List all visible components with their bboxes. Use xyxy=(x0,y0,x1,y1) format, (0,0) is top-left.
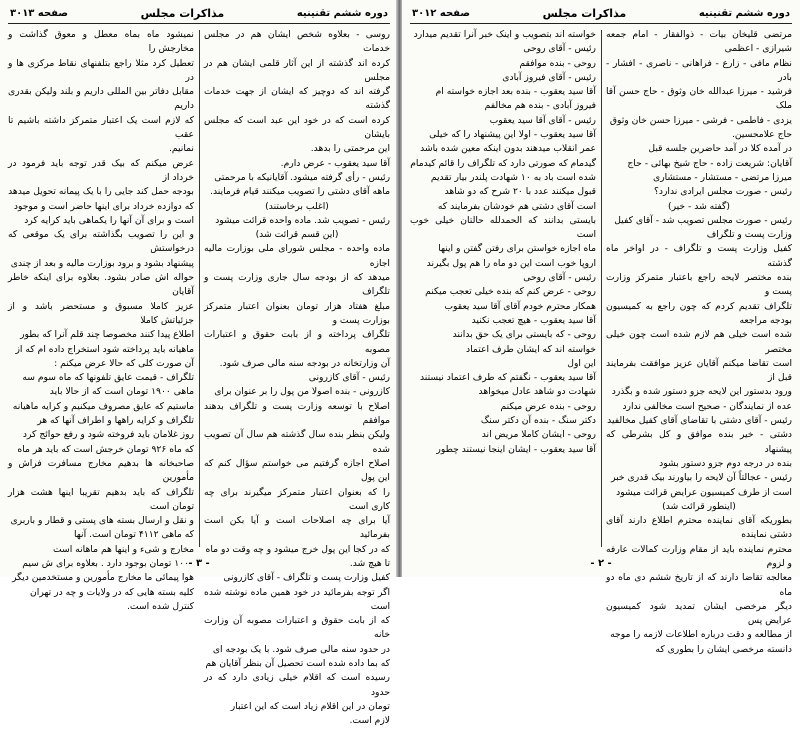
text-line: در حدود سنه مالی صرف شود. با یک بودجه ای xyxy=(212,643,390,655)
text-line: رئیس - آقای روحی xyxy=(523,272,596,284)
text-line: بطوریکه آقای نماینده محترم اطلاع دارند آقای دشتی نماینده xyxy=(606,515,792,541)
text-line: که دوازده خرداد برای اینها حاضر است و موجود xyxy=(13,200,194,212)
text-line: ماهی ۱۹۰۰ تومان است که از حالا باید xyxy=(49,386,194,398)
text-line: است آقای دشتی هم خودشان بفرمایند که xyxy=(437,200,596,212)
page-footer-number: - ۲ - xyxy=(590,558,612,569)
text-line: تا هیچ شد. xyxy=(349,557,390,569)
text-line: میدهد که از بودجه سال جاری وزارت پست و تلگراف xyxy=(204,272,390,298)
text-line: کرده است که در خود این عبد است که مجلس بایشان xyxy=(204,114,390,141)
text-line: کلیه بسته هایی که در ولایات و چه در تهران xyxy=(30,586,194,598)
text-line: آقا سید یعقوب - اولا این پیشنهاد را که خیلی xyxy=(429,129,596,141)
header-rule xyxy=(410,23,792,24)
text-line: ماه اجازه خواستن برای رفتن گفتن و اینها xyxy=(438,243,596,255)
text-line: کازرونی - بنده اصولا من پول را بر عنوان برای xyxy=(214,386,390,398)
text-line: که ماهی ۴۱۱۲ تومان است. آنها xyxy=(74,529,194,541)
text-line: ماده واحده - مجلس شورای ملی بوزارت مالیه اجازه xyxy=(204,243,390,269)
text-line: مقابل دفاتر بین المللی داریم و بلند ولیکن بقدری داریم xyxy=(8,86,194,112)
page-title: مذاکرات مجلس xyxy=(140,6,225,20)
text-line: محترم نماینده باید از مقام وزارت کمالات عارفه و لزوم xyxy=(606,543,792,569)
column-divider xyxy=(601,30,602,547)
page-footer-number: - ۳ - xyxy=(188,558,210,569)
text-line: روحی - ایشان کاملا مریض اند xyxy=(481,429,596,441)
text-line: گیدمام که صورتی دارد که تلگراف را قائم کیدمام xyxy=(410,157,596,169)
text-line: اصلاح با توسعه وزارت پست و تلگراف بدهند موافقم xyxy=(204,400,390,427)
text-line: دیگر مرخصی ایشان تمدید شود کمیسیون عرایض پس xyxy=(606,600,792,627)
text-line: شده است باد به ۱۰ شهادت پلندر بیار تقدیم xyxy=(430,171,596,183)
page-title: مذاکرات مجلس xyxy=(542,6,627,20)
right-page-header xyxy=(412,5,790,21)
text-line: (گفته شد - خیر) xyxy=(667,200,730,212)
text-line: دکتر سنگ - بنده آن دکتر سنگ xyxy=(480,415,596,427)
text-line: دانسته مرخصی ایشان را بطوری که xyxy=(655,643,792,655)
text-line: گرفته اند که دوچیز که ایشان از جهت خدمات گذشته xyxy=(204,86,390,112)
right-page xyxy=(402,0,800,655)
text-line: روحی - بنده موافقم xyxy=(519,57,596,69)
text-line: رئیس - صورت مجلس ایرادی ندارد؟ xyxy=(654,186,792,198)
text-line: از مطالعه و دقت درباره اطلاعات لازمه را موجه xyxy=(610,629,792,641)
text-line: آقا سید یعقوب - هیچ تعجب نکنید xyxy=(471,314,596,326)
text-line: اصلاح اجازه گرفتیم می خواستم سؤال کنم که این پول xyxy=(204,457,390,484)
text-line: نمانیم. xyxy=(168,143,194,155)
text-line: و این را تصویب بگذاشته برای یک موقعی که درخواستش xyxy=(8,229,194,255)
text-line: اطلاع پیدا کنند مخصوصا چند قلم آنرا که بطور xyxy=(20,329,194,341)
text-line: تومان در این اقلام زیاد است که این اعتبار xyxy=(230,700,390,712)
text-line: شده است خیلی هم لازم شده است چون خیلی مختصر xyxy=(606,329,792,355)
text-line: (این قسم قرائت شد) xyxy=(255,229,339,241)
text-line: شهادت دو شاهد عادل میخواهد xyxy=(478,386,596,398)
text-line: یزدی - فاطمی - فرشی - میرزا حسن خان وثوق xyxy=(609,114,792,126)
text-column-right xyxy=(606,28,792,655)
text-line: بنده مختصر لایحه راجع باعتبار متمرکز وزارت پست و xyxy=(606,272,792,298)
text-line: تلگراف تقدیم کردم که چون راجع به کمیسیون بودجه مراجعه xyxy=(606,300,792,326)
text-line: قبول میکنند عدد با ۲۰ شرح که دو شاهد xyxy=(444,186,596,198)
text-line: عده از نمایندگان - صحیح است مخالفی ندارد xyxy=(622,400,792,412)
text-line: کرده اند گذشته از این آثار قلمی ایشان هم در مجلس xyxy=(204,57,390,83)
text-line: که در کجا این پول خرج میشود و چه وقت دو ماه xyxy=(205,543,390,555)
text-line: رئیس - آقای روحی xyxy=(523,43,596,55)
text-line: اروپا خوب است این دو ماه را هم پول بگیرند xyxy=(426,257,596,269)
text-column-right xyxy=(204,28,390,727)
left-page-header xyxy=(10,5,388,21)
text-line: عمر انقلاب میدهند بدون اینکه معین شده باشد xyxy=(420,143,596,155)
text-line: کفیل وزارت پست و تلگراف - در اواخر ماه گذشته xyxy=(606,243,792,269)
text-line: تلگراف که باید بدهیم تقریبا اینها هشت هزار تومان است xyxy=(8,486,194,512)
text-line: آقا سید یعقوب - ایشان اینجا نیستند چطور xyxy=(436,443,596,455)
text-line: صاحبخانه ها بدهیم مخارج مسافرت فراش و مأمورین xyxy=(8,457,194,484)
text-line: رئیس - آقای فیروز آبادی xyxy=(502,71,596,83)
text-line: است و برای آن آنها را یکماهی باید کرایه کرد xyxy=(24,214,194,226)
text-line: این اول xyxy=(567,357,596,369)
text-line: رئیس - صورت مجلس تصویب شد - آقای کفیل xyxy=(614,214,792,226)
text-line: روسی - بعلاوه شخص ایشان هم در مجلس خدمات xyxy=(204,29,390,55)
text-line: ۱۰۰۰ تومان بوجود دارد . بعلاوه برای ش سیم xyxy=(22,557,194,569)
header-rule xyxy=(8,23,390,24)
text-line: عرض میکنم که بیک قدر توجه باید فرمود در خرداد از xyxy=(8,157,194,183)
text-line: روز غلامان باید فروخته شود و رفع حوائج کرد xyxy=(22,429,194,441)
left-page xyxy=(0,0,398,727)
text-line: کفیل وزارت پست و تلگراف - آقای کازرونی xyxy=(223,572,390,584)
text-line: حاج علامحسین. xyxy=(731,129,792,141)
text-line: فرشید - میرزا عبدالله خان وثوق - حاج حسن آقا ملک xyxy=(606,86,792,112)
text-line: مرتضی قلیخان بیات - ذوالفقار - امام جمعه شیرازی - اعظمی xyxy=(606,29,792,55)
volume-label: دوره ششم تقنینیه xyxy=(698,7,790,19)
text-line: رئیس - آقای دشتی با تقاضای آقای کفیل مخالفید xyxy=(607,415,792,427)
text-line: آقا سید یعقوب - بنده بعد اجازه خواسته ام xyxy=(435,86,596,98)
text-line: لازم است. xyxy=(349,715,390,727)
text-line: مخارج و شیء و اینها هم ماهانه است xyxy=(52,543,194,555)
text-line: که از بابت حقوق و اعتبارات مصوبه آن وزارت خانه xyxy=(204,615,390,641)
text-line: ورود بدستور این لایحه جزو دستور شده و بگذرد xyxy=(611,386,792,398)
text-line: مبلغ هفتاد هزار تومان بعنوان اعتبار متمرکز بوزارت پست و xyxy=(204,300,390,326)
text-line: حواله اش صادر بشود. بعلاوه برای اینکه خاطر آقایان xyxy=(8,272,194,298)
text-line: خواسته اند که ایشان طرف اعتماد xyxy=(466,343,596,355)
text-line: و نقل و ارسال بسته های پستی و قطار و باربری xyxy=(10,515,194,527)
text-line: را که بعنوان اعتبار متمرکز میگیرند برای چه کاری است xyxy=(204,486,390,512)
column-divider xyxy=(199,30,200,547)
page-number: صفحه ۳۰۱۲ xyxy=(412,7,471,19)
text-line: ماهه آقای دشتی را تصویب میکنند قیام فرمایند. xyxy=(210,186,390,198)
text-line: (اینطور قرائت شد) xyxy=(662,500,736,512)
text-line: رئیس - عجالتاً آن لایحه را بیاورند بیک قدری خبر xyxy=(611,472,792,484)
text-line: ماستیم که عایق مصروف میکنیم و کرایه ماهیانه xyxy=(12,400,194,412)
text-line: رئیس - آقای کازرونی xyxy=(308,372,390,384)
text-line: ولیکن بنظر بنده سال گذشته هم سال آن تصویب شده xyxy=(204,429,390,455)
text-line: آن وزارتخانه در بودجه سنه مالی صرف شود. xyxy=(219,357,390,369)
text-line: تلگراف - قیمت عایق تلفونها که ماه سوم سه xyxy=(22,372,194,384)
text-line: اگر توجه بفرمائید در خود همین ماده نوشته شده است xyxy=(204,586,390,612)
text-line: روحی - که بایستی برای یک حق بدانند xyxy=(452,329,596,341)
text-line: آقایان: شریعت زاده - حاج شیخ بهائی - حاج xyxy=(627,157,792,169)
text-line: رئیس - رأی گرفته میشود. آقایانیکه با مرحمتی xyxy=(214,171,390,183)
text-line: است تقاضا میکنم آقایان عزیز موافقت بفرمایند قبل از xyxy=(606,357,792,384)
text-line: هوا پیمائی ما مخارج مأمورین و مستخدمین دیگر xyxy=(12,572,194,584)
text-line: رسیده است که اقلام خیلی زیادی دارد که در حدود xyxy=(204,672,390,698)
text-line: آقا سید یعقوب - عرض دارم. xyxy=(280,157,390,169)
text-line: در آمده کلا در آمد حاضرین جلسه قبل xyxy=(648,143,792,155)
text-line: این مرحمتی را بدهد. xyxy=(310,143,390,155)
text-line: بنده در درجه دوم جزو دستور بشود xyxy=(659,457,792,469)
text-line: پیشنهاد بشود و برود بوزارت مالیه و بعد از چندی xyxy=(10,257,194,269)
text-line: خواسته اند بتصویب و اینک خبر آنرا تقدیم میدارد xyxy=(413,29,596,40)
text-line: (اغلب برخاستند) xyxy=(265,200,329,212)
text-line: آیا برای چه اصلاحات است و آیا بکن است بفرمائید xyxy=(204,515,390,541)
text-line: رئیس - تصویب شد. ماده واحده قرائت میشود xyxy=(215,214,390,226)
text-line: دشتی - خیر بنده موافق و کل بشرطی که پیشنهاد xyxy=(606,429,792,455)
text-line: بایستی بدانند که الحمدلله حالتان خیلی خوب است xyxy=(410,214,596,241)
text-line: تلگراف و کرایه راهها و اطراف آنها که هر xyxy=(37,415,194,427)
text-line: تلگراف پرداخته و از بابت حقوق و اعتبارات مصوبه xyxy=(204,329,390,355)
text-line: نظام مافی - زارع - فراهانی - ناصری - افشار - بادر xyxy=(606,57,792,83)
text-line: عزیز کاملا مسبوق و مستحضر باشد و از جزئیاتش کاملا xyxy=(8,300,194,326)
text-column-left xyxy=(410,28,596,543)
text-line: معالجه تقاضا دارند که از تاریخ ششم دی ماه دو ماه xyxy=(606,572,792,598)
page-number: صفحه ۳۰۱۳ xyxy=(10,7,69,19)
volume-label: دوره ششم تقنینیه xyxy=(296,7,388,19)
text-line: همکار محترم خودم آقای آقا سید یعقوب xyxy=(444,300,596,312)
text-line: رئیس - آقای آقا سید یعقوب xyxy=(489,114,596,126)
text-line: است از طرف کمیسیون عرایض قرائت میشود xyxy=(616,486,792,498)
text-line: ماهیانه باید پرداخته شود استخراج داده ام که از xyxy=(15,343,194,355)
text-column-left xyxy=(8,28,194,612)
text-line: آقا سید یعقوب - نگفتم که طرف اعتماد نیستند xyxy=(419,372,596,384)
text-line: میرزا مرتضی - مستشار - مستشاری xyxy=(653,171,792,183)
text-line: فیروز آبادی - بنده هم مخالفم xyxy=(484,100,596,112)
text-line: تعطیل کرد مثلا راجع بتلفنهای نقاط مرکزی ها و در xyxy=(8,57,194,83)
text-line: که بما داده شده است تحصیل آن بنظر آقایان هم xyxy=(205,658,390,670)
text-line: وزارت پست و تلگراف xyxy=(706,229,792,241)
text-line: بودجه حمل کند جایی را با یک پیمانه تحویل میدهد xyxy=(8,186,194,198)
text-line: آن صورت کلی که حالا عرض میکنم : xyxy=(54,357,194,369)
text-line: نمیشود ماه بماه معطل و معوق گذاشت و مخارجش را xyxy=(8,29,194,55)
text-line: که ماه ۹۲۶ تومان خرجش است که باید هر ماه xyxy=(17,443,194,455)
text-line: کنترل شده است. xyxy=(126,600,194,612)
text-line: که لازم است یک اعتبار متمرکز داشته باشیم تا عقب xyxy=(8,114,194,141)
text-line: روحی - بنده عرض میکنم xyxy=(500,400,596,412)
text-line: روحی - عرض کنم که بنده خیلی تعجب میکنم xyxy=(425,286,596,298)
